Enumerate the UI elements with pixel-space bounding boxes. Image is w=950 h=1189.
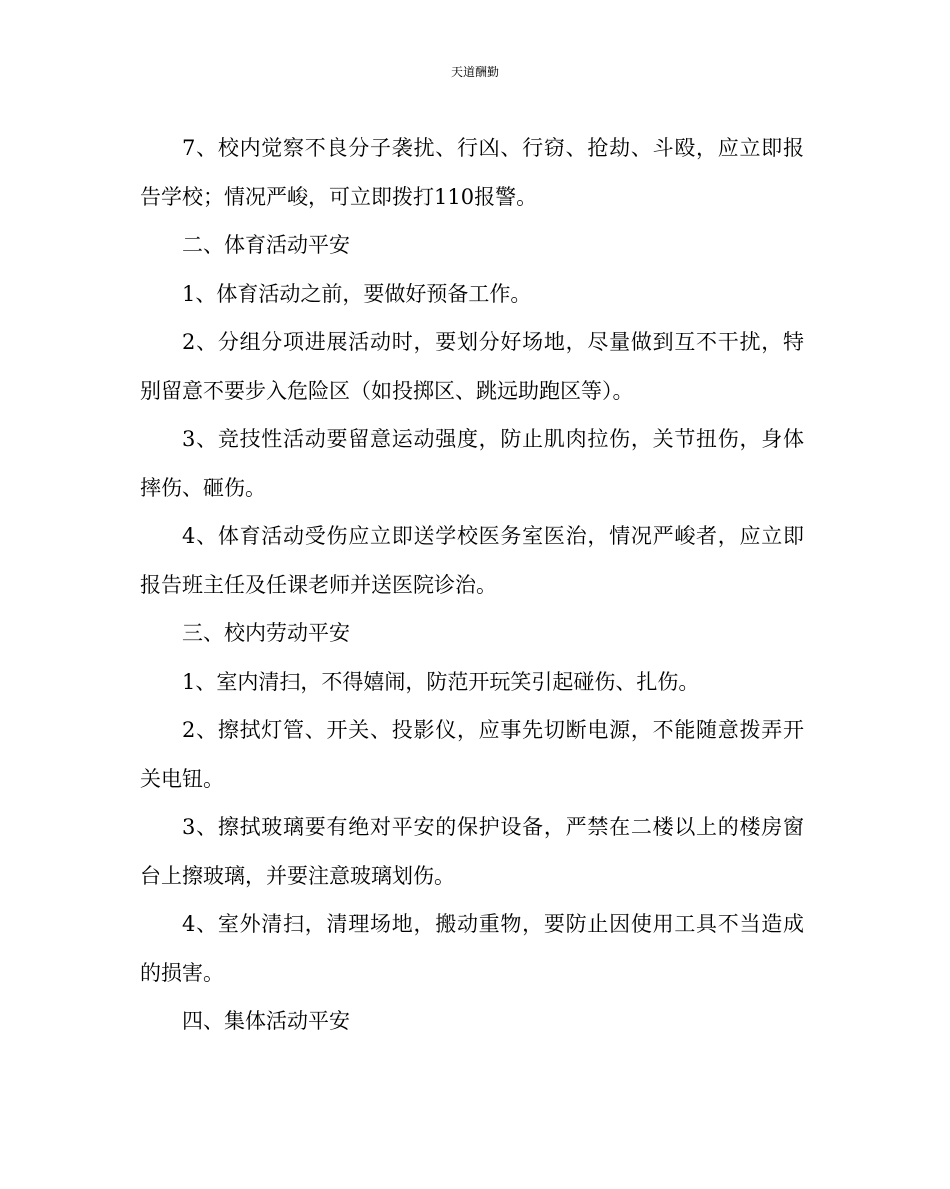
document-body bbox=[140, 124, 804, 1046]
paragraph-sports-4: 4、体育活动受伤应立即送学校医务室医治，情况严峻者，应立即报告班主任及任课老师并送医院诊治。 bbox=[140, 524, 804, 597]
paragraph-sports-3: 3、竞技性活动要留意运动强度，防止肌肉拉伤，关节扭伤，身体摔伤、砸伤。 bbox=[140, 427, 804, 500]
paragraph-labor-3: 3、擦拭玻璃要有绝对平安的保护设备，严禁在二楼以上的楼房窗台上擦玻璃，并要注意玻璃划伤。 bbox=[140, 815, 804, 888]
paragraph-sports-2: 2、分组分项进展活动时，要划分好场地，尽量做到互不干扰，特别留意不要步入危险区（如投掷区、跳远助跑区等）。 bbox=[140, 330, 804, 403]
section-heading-sports-safety: 二、体育活动平安 bbox=[182, 233, 350, 257]
section-heading-labor-safety: 三、校内劳动平安 bbox=[182, 621, 350, 645]
paragraph-labor-1: 1、室内清扫，不得嬉闹，防范开玩笑引起碰伤、扎伤。 bbox=[182, 669, 700, 694]
paragraph-labor-2: 2、擦拭灯管、开关、投影仪，应事先切断电源，不能随意拨弄开关电钮。 bbox=[140, 718, 804, 791]
paragraph-item-7: 7、校内觉察不良分子袭扰、行凶、行窃、抢劫、斗殴，应立即报告学校；情况严峻，可立即拨打110报警。 bbox=[140, 136, 804, 209]
paragraph-sports-1: 1、体育活动之前，要做好预备工作。 bbox=[182, 281, 532, 306]
page-header: 天道酬勤 bbox=[450, 65, 499, 79]
paragraph-labor-4: 4、室外清扫，清理场地，搬动重物，要防止因使用工具不当造成的损害。 bbox=[140, 912, 804, 985]
section-heading-group-activity-safety: 四、集体活动平安 bbox=[182, 1009, 350, 1033]
